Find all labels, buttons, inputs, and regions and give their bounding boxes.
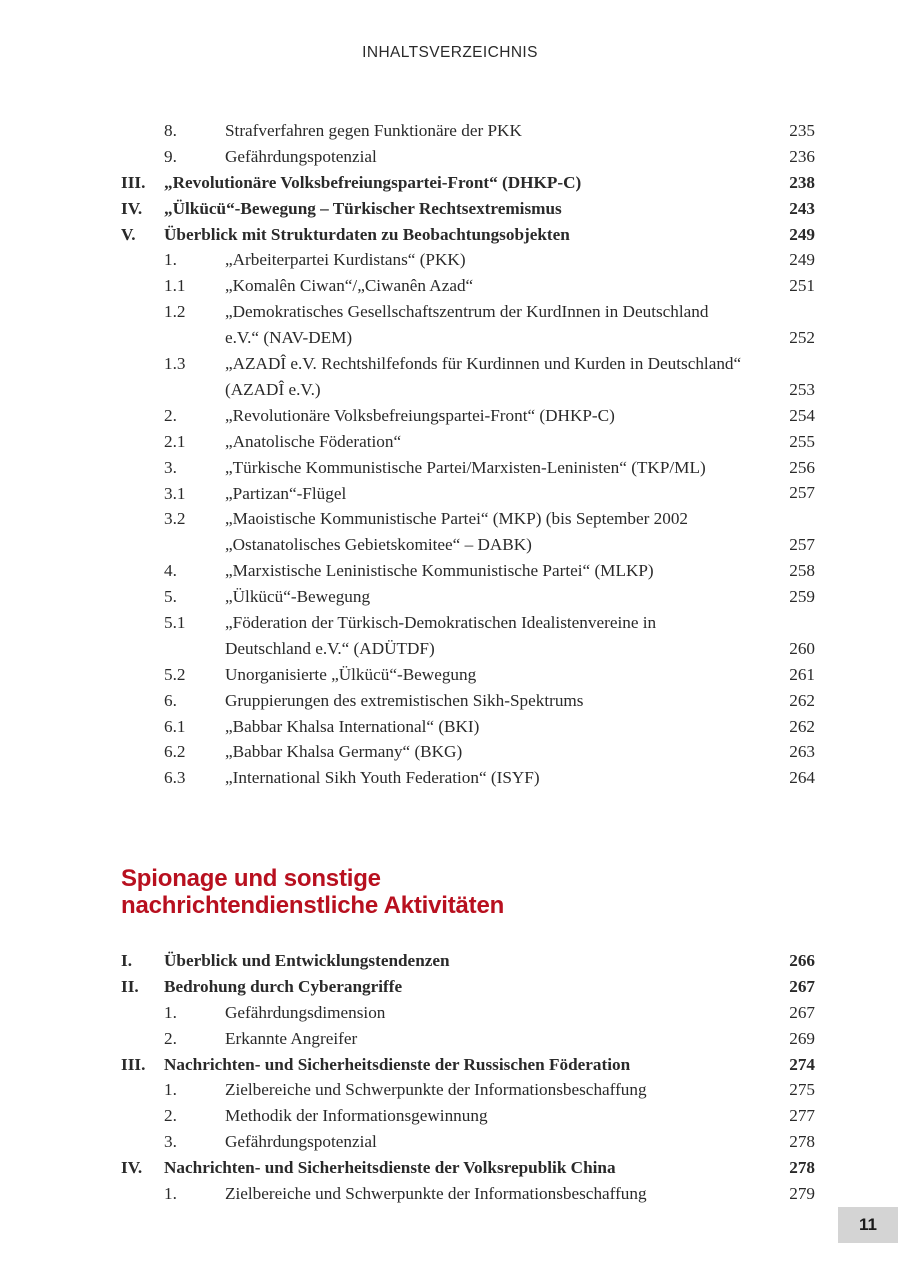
toc-entry-number: 6.	[164, 690, 177, 710]
toc-entry-number: IV.	[121, 198, 143, 218]
toc-entry[interactable]	[121, 273, 815, 299]
toc-entry-number: 6.1	[164, 716, 186, 736]
toc-entry-title: Strafverfahren gegen Funktionäre der PKK	[225, 121, 522, 140]
toc-entry-title: Gruppierungen des extremistischen Sikh-Spektrums	[225, 690, 584, 710]
toc-list-part1	[121, 118, 815, 791]
toc-entry-title: Gefährdungspotenzial	[225, 1132, 377, 1152]
toc-entry-number: 8.	[164, 121, 177, 140]
toc-entry-page: 264	[789, 768, 815, 788]
toc-entry-number: V.	[121, 224, 136, 244]
toc-entry-title: „Revolutionäre Volksbefreiungspartei-Front“ (DHKP-C)	[225, 405, 615, 425]
toc-entry-title: „Arbeiterpartei Kurdistans“ (PKK)	[225, 250, 466, 270]
toc-entry-title: Zielbereiche und Schwerpunkte der Informationsbeschaffung	[225, 1184, 647, 1204]
toc-entry-page: 269	[789, 1028, 815, 1048]
toc-entry-page: 249	[789, 250, 815, 270]
toc-entry[interactable]	[121, 610, 815, 662]
toc-entry[interactable]	[121, 1052, 815, 1078]
toc-entry-title: Zielbereiche und Schwerpunkte der Informationsbeschaffung	[225, 1080, 647, 1100]
toc-entry-title: „Partizan“-Flügel	[225, 483, 347, 503]
toc-entry-page: 261	[789, 664, 815, 684]
toc-entry-page: 278	[789, 1132, 815, 1152]
toc-entry-page: 267	[789, 1002, 815, 1022]
toc-entry-title: Erkannte Angreifer	[225, 1028, 358, 1048]
toc-entry-page: 259	[789, 587, 815, 607]
toc-entry-number: 3.	[164, 457, 177, 477]
section-heading-line1: Spionage und sonstige	[121, 865, 381, 892]
toc-entry-number: 2.	[164, 1106, 177, 1126]
toc-entry-number: 1.	[164, 250, 177, 270]
toc-entry[interactable]	[121, 1129, 815, 1155]
toc-entry[interactable]	[121, 1077, 815, 1103]
toc-entry-number: 3.	[164, 1132, 177, 1152]
toc-entry[interactable]	[121, 455, 815, 481]
toc-entry[interactable]	[121, 1181, 815, 1207]
toc-entry[interactable]	[121, 1026, 815, 1052]
toc-entry-title: „International Sikh Youth Federation“ (ISYF)	[225, 768, 540, 788]
toc-entry[interactable]	[121, 1103, 815, 1129]
toc-entry-page: 249	[789, 224, 815, 244]
toc-entry-page: 236	[789, 146, 815, 166]
toc-entry-page: 255	[789, 431, 815, 451]
toc-entry-title: Gefährdungspotenzial	[225, 146, 377, 166]
toc-entry-title: „Marxistische Leninistische Kommunistische Partei“ (MLKP)	[225, 561, 654, 581]
page-number: 11	[838, 1207, 898, 1243]
toc-entry[interactable]	[121, 299, 815, 351]
toc-entry-page: 257	[789, 483, 815, 503]
toc-entry-page: 266	[789, 950, 815, 970]
toc-entry-title: Methodik der Informationsgewinnung	[225, 1106, 488, 1126]
toc-entry-number: 2.1	[164, 431, 186, 451]
toc-entry-number: 4.	[164, 561, 177, 581]
toc-entry-title: „Türkische Kommunistische Partei/Marxisten-Leninisten“ (TKP/ML)	[225, 457, 706, 477]
toc-entry-number: 2.	[164, 1028, 177, 1048]
toc-entry-title: Nachrichten- und Sicherheitsdienste der Russischen Föderation	[164, 1054, 631, 1074]
toc-entry-number: 1.	[164, 1080, 177, 1100]
toc-entry-number: I.	[121, 951, 132, 970]
toc-entry-page: 257	[789, 535, 815, 555]
toc-entry-page: 260	[789, 638, 815, 658]
toc-entry-title: Überblick und Entwicklungstendenzen	[164, 951, 450, 970]
toc-entry[interactable]	[121, 429, 815, 455]
toc-entry-number: 2.	[164, 405, 177, 425]
toc-entry-title: Bedrohung durch Cyberangriffe	[164, 976, 403, 996]
toc-entry[interactable]	[121, 247, 815, 273]
toc-entry-title: „Demokratisches Gesellschaftszentrum der KurdInnen in Deutschland e.V.“ (NAV-DEM)	[225, 302, 709, 348]
toc-entry-title: „Babbar Khalsa International“ (BKI)	[225, 716, 480, 736]
toc-entry-title: „Ülkücü“-Bewegung	[225, 587, 371, 607]
toc-entry-page: 258	[789, 561, 815, 581]
toc-entry-page: 252	[789, 328, 815, 348]
toc-entry[interactable]	[121, 403, 815, 429]
toc-entry-number: 6.3	[164, 768, 186, 788]
toc-entry-title: „Ülkücü“-Bewegung – Türkischer Rechtsextremismus	[164, 198, 562, 218]
toc-entry-title: „Anatolische Föderation“	[225, 431, 402, 451]
section-heading	[121, 866, 504, 919]
toc-entry-number: II.	[121, 976, 139, 996]
toc-entry[interactable]	[121, 144, 815, 170]
toc-entry-page: 238	[789, 172, 815, 192]
toc-entry-number: 9.	[164, 146, 177, 166]
toc-entry-page: 253	[789, 379, 815, 399]
toc-entry[interactable]	[121, 170, 815, 196]
toc-entry-page: 251	[789, 276, 815, 296]
toc-entry-number: 6.2	[164, 742, 186, 762]
toc-entry[interactable]	[121, 739, 815, 765]
toc-entry-title: Unorganisierte „Ülkücü“-Bewegung	[225, 664, 477, 684]
toc-entry[interactable]	[121, 222, 815, 248]
toc-entry-number: 5.1	[164, 612, 186, 632]
toc-entry-number: 3.1	[164, 483, 186, 503]
toc-entry-page: 277	[789, 1106, 815, 1126]
toc-entry[interactable]	[121, 584, 815, 610]
toc-entry-number: III.	[121, 1054, 146, 1074]
toc-entry[interactable]	[121, 558, 815, 584]
toc-entry-number: 1.2	[164, 302, 186, 322]
toc-entry-number: 1.3	[164, 354, 186, 374]
toc-entry-number: 1.	[164, 1002, 177, 1022]
toc-entry-number: 1.1	[164, 276, 186, 296]
toc-entry[interactable]	[121, 948, 815, 974]
toc-entry[interactable]	[121, 688, 815, 714]
toc-entry[interactable]	[121, 974, 815, 1000]
toc-entry-page: 279	[789, 1184, 815, 1203]
toc-entry[interactable]	[121, 765, 815, 791]
toc-entry-number: III.	[121, 172, 146, 192]
toc-entry-title: Gefährdungsdimension	[225, 1002, 386, 1022]
toc-entry-page: 262	[789, 716, 815, 736]
toc-entry-title: Überblick mit Strukturdaten zu Beobachtungsobjekten	[164, 224, 570, 244]
toc-entry-page: 278	[789, 1158, 815, 1178]
running-head: INHALTSVERZEICHNIS	[362, 44, 538, 61]
toc-entry-page: 254	[789, 405, 815, 425]
toc-entry[interactable]	[121, 351, 815, 403]
toc-entry-page: 274	[789, 1054, 815, 1074]
toc-entry-page: 262	[789, 690, 815, 710]
toc-entry-page: 275	[789, 1080, 815, 1100]
toc-entry-number: 5.2	[164, 664, 186, 684]
section-heading-line2: nachrichtendienstliche Aktivitäten	[121, 891, 505, 919]
toc-entry-number: 1.	[164, 1184, 177, 1204]
toc-entry-number: 3.2	[164, 509, 186, 529]
toc-entry[interactable]	[121, 662, 815, 688]
toc-entry-number: 5.	[164, 587, 177, 607]
toc-list-part2	[121, 948, 815, 1207]
toc-entry-title: „AZADÎ e.V. Rechtshilfefonds für Kurdinnen und Kurden in Deutschland“ (AZADÎ e.V.)	[225, 354, 742, 399]
toc-entry-page: 235	[789, 120, 815, 140]
toc-entry-page: 267	[789, 976, 815, 996]
toc-entry[interactable]	[121, 1155, 815, 1181]
toc-entry-title: „Revolutionäre Volksbefreiungspartei-Front“ (DHKP-C)	[164, 172, 582, 192]
toc-entry-title: „Komalên Ciwan“/„Ciwanên Azad“	[225, 276, 474, 296]
toc-entry[interactable]	[121, 481, 815, 507]
toc-entry-page: 243	[789, 198, 815, 218]
toc-entry-title: „Föderation der Türkisch-Demokratischen Idealistenvereine in Deutschland e.V.“ (ADÜTDF)	[225, 612, 657, 658]
toc-entry-title: „Babbar Khalsa Germany“ (BKG)	[225, 742, 463, 762]
toc-entry-number: IV.	[121, 1158, 143, 1178]
toc-entry[interactable]	[121, 118, 815, 144]
toc-entry[interactable]	[121, 714, 815, 740]
toc-entry[interactable]	[121, 506, 815, 558]
toc-entry[interactable]	[121, 196, 815, 222]
toc-entry[interactable]	[121, 1000, 815, 1026]
toc-entry-page: 256	[789, 457, 815, 477]
toc-entry-title: „Maoistische Kommunistische Partei“ (MKP) (bis September 2002 „Ostanatolisches Gebietskomitee“ – DABK)	[225, 509, 689, 555]
toc-entry-title: Nachrichten- und Sicherheitsdienste der Volksrepublik China	[164, 1158, 616, 1178]
toc-entry-page: 263	[789, 742, 815, 762]
